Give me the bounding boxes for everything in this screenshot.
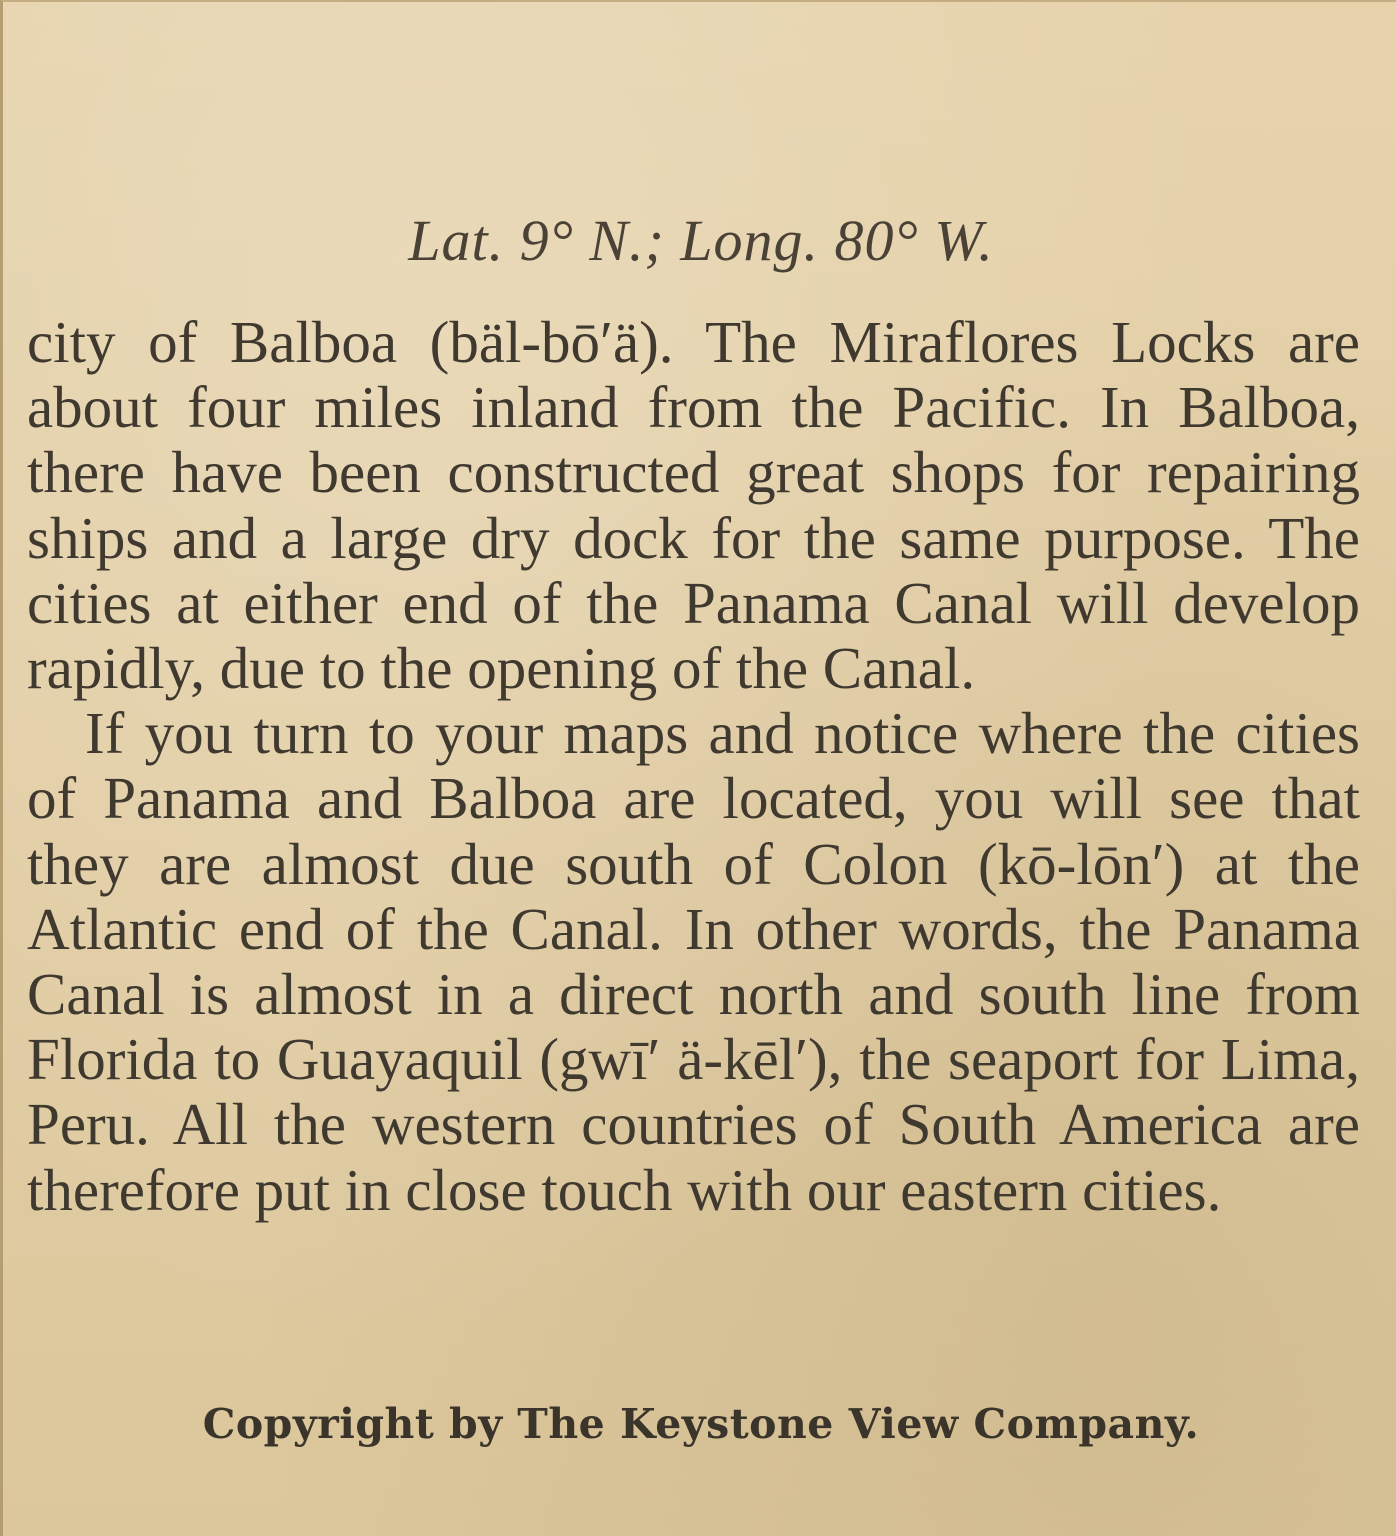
copyright-notice: Copyright by The Keystone View Company. <box>202 1400 1200 1448</box>
paragraph-balboa: city of Balboa (bäl-bō′ä). The Miraflores Locks are about four miles inland from the Pacific. In Balboa, there have been constructed great shops for repairing ships and a large dry dock for the same purpose. The cities at either end of the Panama Canal will develop rapidly, due to the opening of the Canal. <box>27 309 1360 702</box>
paragraph-canal-direction: If you turn to your maps and notice where the cities of Panama and Balboa are located, you will see that they are almost due south of Colon (kō-lōn′) at the Atlantic end of the Canal. In other words, the Panama Canal is almost in a direct north and south line from Florida to Guayaquil (gwī′ ä-kēl′), the seaport for Lima, Peru. All the western countries of South America are therefore put in close touch with our eastern cities. <box>27 700 1360 1223</box>
description-text <box>27 310 1360 1223</box>
coordinates-heading: Lat. 9° N.; Long. 80° W. <box>408 208 994 273</box>
